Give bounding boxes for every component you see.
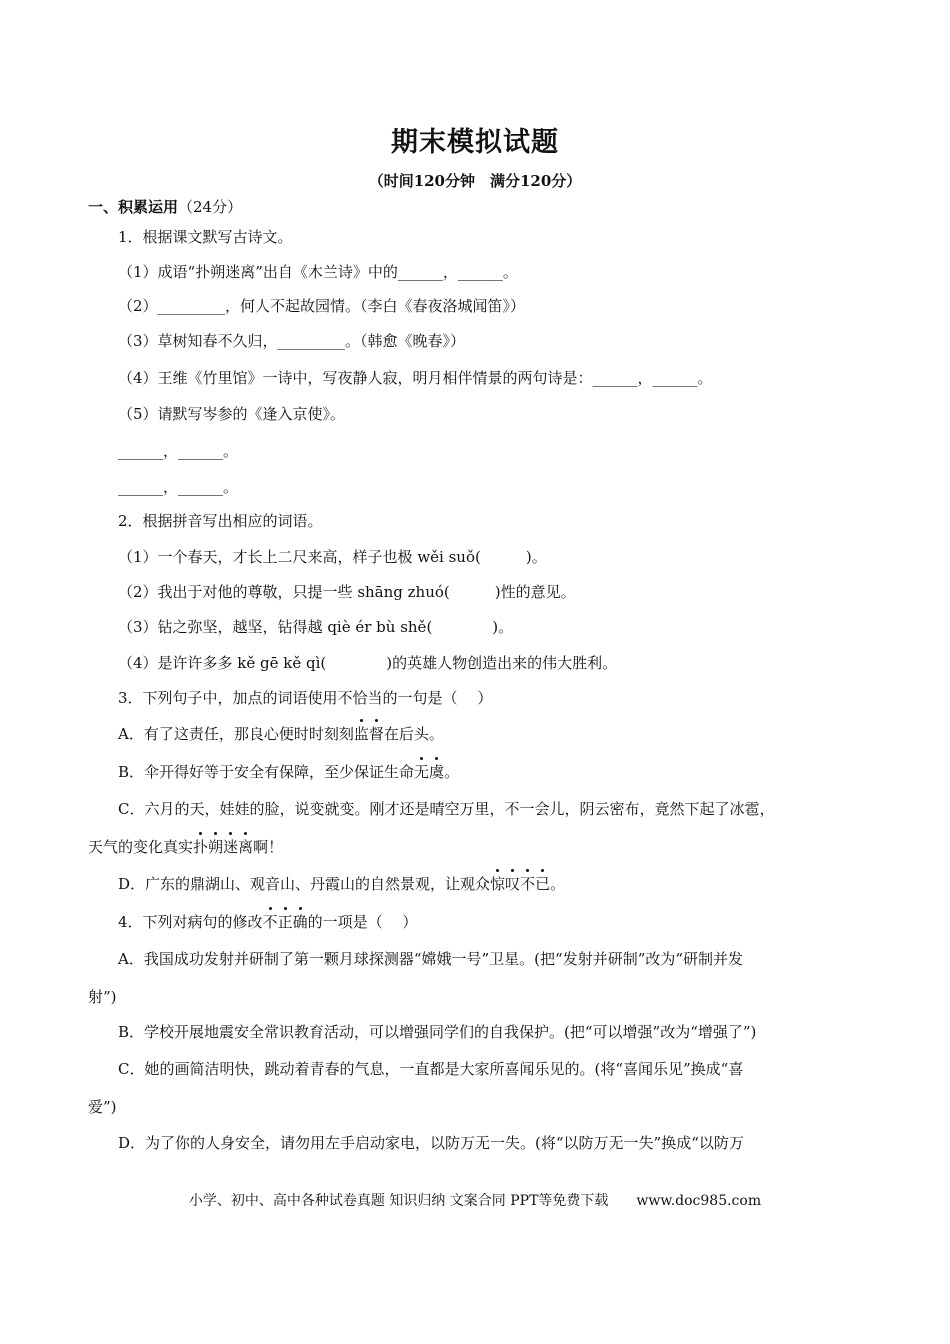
- q4-stem: [118, 911, 417, 933]
- q3-option-b-dotted: [414, 763, 444, 781]
- q4-option-c-line2: 爱”): [88, 1098, 117, 1116]
- q3-option-d-dotted: [490, 875, 550, 893]
- emphasis-dot-char: 离: [238, 838, 254, 856]
- emphasis-dot-char: 监: [353, 725, 369, 743]
- q1-blank-line-2: ______，______。: [118, 478, 239, 496]
- q3-option-c-tail: 啊！: [253, 838, 284, 856]
- q1-item-5: （5）请默写岑参的《逢入京使》。: [118, 405, 346, 423]
- q3-option-b-text: B．伞开得好等于安全有保障，至少保证生命: [118, 763, 415, 781]
- emphasis-dot-char: 督: [368, 725, 384, 743]
- emphasis-dot-char: 确: [292, 913, 308, 931]
- emphasis-dot-char: 叹: [505, 875, 521, 893]
- q2-stem: 2．根据拼音写出相应的词语。: [118, 512, 323, 530]
- q1-item-2: （2）_________，何人不起故园情。（李白《春夜洛城闻笛》）: [118, 297, 526, 315]
- section-title: 一、积累运用: [88, 198, 179, 216]
- q4-stem-text: 4．下列对病句的修改: [118, 913, 263, 931]
- q3-stem: 3．下列句子中，加点的词语使用不恰当的一句是（ ）: [118, 689, 493, 707]
- q3-option-d: [118, 873, 565, 895]
- emphasis-dot-char: 正: [277, 913, 293, 931]
- emphasis-dot-char: 扑: [193, 838, 209, 856]
- q2-item-2: （2）我出于对他的尊敬，只提一些 shāng zhuó( )性的意见。: [118, 583, 576, 601]
- q3-option-c-dotted: [193, 838, 253, 856]
- q3-option-d-tail: 。: [550, 875, 566, 893]
- page-title: 期末模拟试题: [391, 127, 559, 158]
- q1-stem: 1．根据课文默写古诗文。: [118, 228, 293, 246]
- q3-option-d-text: D．广东的鼎湖山、观音山、丹霞山的自然景观，让观众: [118, 875, 491, 893]
- q3-option-a-text: A．有了这责任，那良心便时时刻刻: [118, 725, 354, 743]
- q3-option-c-line1: C．六月的天，娃娃的脸，说变就变。刚才还是晴空万里，不一会儿，阴云密布，竟然下起了冰雹，: [118, 800, 775, 818]
- emphasis-dot-char: 迷: [223, 838, 239, 856]
- q1-item-1: （1）成语“扑朔迷离”出自《木兰诗》中的______，______。: [118, 263, 518, 281]
- q4-option-d-line1: D．为了你的人身安全，请勿用左手启动家电，以防万无一失。(将“以防万无一失”换成“以防万: [118, 1134, 744, 1152]
- page-subtitle: （时间120分钟 满分120分）: [368, 172, 582, 190]
- emphasis-dot-char: 不: [520, 875, 536, 893]
- q3-option-a-dotted: [354, 725, 384, 743]
- q4-option-a-line2: 射”): [88, 988, 117, 1006]
- q2-item-1: （1）一个春天，才长上二尺来高，样子也极 wěi suǒ( )。: [118, 548, 547, 566]
- q1-item-3: （3）草树知春不久归，_________。（韩愈《晚春》）: [118, 332, 466, 350]
- q2-item-4: （4）是许许多多 kě gē kě qì( )的英雄人物创造出来的伟大胜利。: [118, 654, 618, 672]
- emphasis-dot-char: 朔: [208, 838, 224, 856]
- page-footer: 小学、初中、高中各种试卷真题 知识归纳 文案合同 PPT等免费下载 www.doc985.com: [188, 1193, 762, 1209]
- section-heading: [88, 196, 242, 218]
- q3-option-a: [118, 723, 444, 745]
- emphasis-dot-char: 无: [414, 763, 430, 781]
- emphasis-dot-char: 惊: [490, 875, 506, 893]
- q3-option-c-text: 天气的变化真实: [88, 838, 194, 856]
- emphasis-dot-char: 虞: [429, 763, 445, 781]
- q2-item-3: （3）钻之弥坚，越坚，钻得越 qiè ér bù shě( )。: [118, 618, 514, 636]
- q1-blank-line-1: ______，______。: [118, 442, 239, 460]
- q4-option-c-line1: C．她的画简洁明快，跳动着青春的气息，一直都是大家所喜闻乐见的。(将“喜闻乐见”换成“喜: [118, 1060, 744, 1078]
- q1-item-4: （4）王维《竹里馆》一诗中，写夜静人寂，明月相伴情景的两句诗是：______，______。: [118, 369, 713, 387]
- q3-option-a-tail: 在后头。: [383, 725, 444, 743]
- q3-option-b: [118, 761, 459, 783]
- emphasis-dot-char: 不: [262, 913, 278, 931]
- q3-option-b-tail: 。: [444, 763, 460, 781]
- section-points: （24分）: [178, 198, 243, 216]
- q3-option-c-line2: [88, 836, 283, 858]
- q4-stem-dotted: [263, 913, 308, 931]
- emphasis-dot-char: 已: [535, 875, 551, 893]
- q4-option-b: B．学校开展地震安全常识教育活动，可以增强同学们的自我保护。(把“可以增强”改为“增强了”): [118, 1023, 757, 1041]
- q4-option-a-line1: A．我国成功发射并研制了第一颗月球探测器“嫦娥一号”卫星。(把“发射并研制”改为“研制并发: [118, 950, 744, 968]
- q4-stem-tail: 的一项是（ ）: [307, 913, 418, 931]
